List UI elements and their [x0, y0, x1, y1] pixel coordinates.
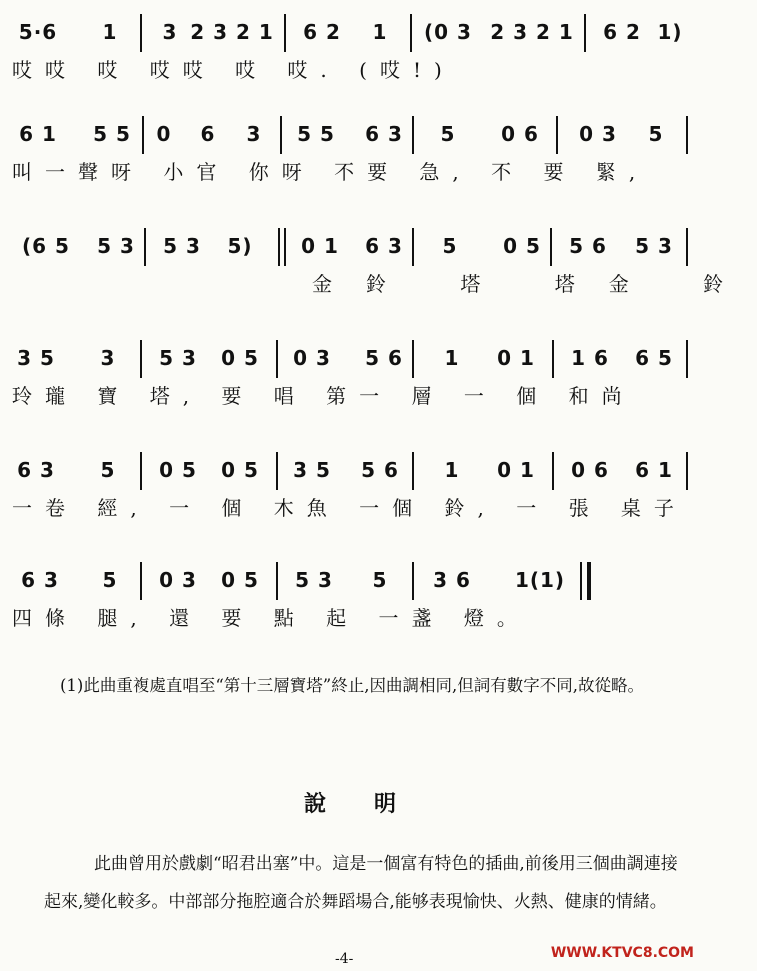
- bar-line: [412, 228, 414, 266]
- note-group: 0 5: [221, 568, 259, 592]
- lyrics-text: 叫一聲呀 小官 你呀 不要 急, 不 要 緊,: [12, 160, 649, 184]
- lyrics-line: [0, 54, 700, 84]
- lyrics-text: 一卷 經, 一 個 木魚 一個 鈴, 一 張 桌子: [12, 496, 687, 520]
- note-group: (6 5: [22, 234, 70, 258]
- bar-line: [144, 228, 146, 266]
- note-group: (0 3: [424, 20, 472, 44]
- bar-line: [276, 562, 278, 600]
- lyrics-text: 玲瓏 寶 塔, 要 唱 第一 層 一 個 和尚: [12, 384, 635, 408]
- bar-line: [140, 452, 142, 490]
- bar-line: [550, 228, 552, 266]
- bar-line: [584, 14, 586, 52]
- bar-line: [552, 340, 554, 378]
- note-group: 5 6: [365, 346, 403, 370]
- bar-line: [280, 116, 282, 154]
- bar-line: [556, 116, 558, 154]
- note-group: 5 3: [97, 234, 135, 258]
- bar-line: [140, 562, 142, 600]
- note-group: 1): [657, 20, 683, 44]
- note-group: 5: [372, 568, 388, 592]
- note-group: 3 5: [17, 346, 55, 370]
- note-group: 5: [100, 458, 116, 482]
- bar-line: [587, 562, 591, 600]
- lyrics-text: 四條 腿, 還 要 點 起 一盞 燈。: [12, 606, 530, 630]
- note-group: 3 5: [293, 458, 331, 482]
- note-group: 2 3 2 1: [490, 20, 574, 44]
- note-group: 6 1: [19, 122, 57, 146]
- note-group: 5 3: [635, 234, 673, 258]
- bar-line: [412, 452, 414, 490]
- note-group: 6 1: [635, 458, 673, 482]
- lyrics-line: [0, 380, 700, 410]
- note-group: 0 1: [497, 346, 535, 370]
- note-group: 5 3: [295, 568, 333, 592]
- notation-line: [0, 446, 700, 492]
- note-group: 0 3: [579, 122, 617, 146]
- bar-line: [276, 452, 278, 490]
- note-group: 0 3: [159, 568, 197, 592]
- bar-line: [412, 340, 414, 378]
- bar-line: [140, 340, 142, 378]
- bar-line: [278, 228, 280, 266]
- note-group: 3: [100, 346, 116, 370]
- note-group: 6 2: [603, 20, 641, 44]
- bar-line: [412, 562, 414, 600]
- note-group: 6 3: [17, 458, 55, 482]
- lyrics-line: [0, 156, 700, 186]
- note-group: 6 3: [365, 234, 403, 258]
- bar-line: [284, 228, 286, 266]
- note-group: 5 6: [569, 234, 607, 258]
- section-text: 此曲曾用於戲劇“昭君出塞”中。這是一個富有特色的插曲,前後用三個曲調連接起來,變化較多。中部部分拖腔適合於舞蹈場合,能够表現愉快、火熱、健康的情緒。: [44, 854, 678, 912]
- note-group: 0 5: [503, 234, 541, 258]
- notation-line: [0, 8, 700, 54]
- note-group: 1: [444, 458, 460, 482]
- note-group: 0 6: [571, 458, 609, 482]
- lyrics-line: [0, 268, 757, 298]
- note-group: 6 2: [303, 20, 341, 44]
- section-title: 說明: [303, 791, 444, 817]
- note-group: 0 3: [293, 346, 331, 370]
- note-group: 1 6: [571, 346, 609, 370]
- notation-line: [0, 556, 700, 602]
- bar-line: [686, 340, 688, 378]
- bar-line: [276, 340, 278, 378]
- note-group: 1: [102, 20, 118, 44]
- note-group: 5: [648, 122, 664, 146]
- note-group: 5 3: [159, 346, 197, 370]
- note-group: 0 5: [159, 458, 197, 482]
- bar-line: [686, 452, 688, 490]
- note-group: 3 6: [433, 568, 471, 592]
- note-group: 1: [372, 20, 388, 44]
- note-group: 0 1: [301, 234, 339, 258]
- note-group: 0 1: [497, 458, 535, 482]
- note-group: 2 3 2 1: [190, 20, 274, 44]
- note-group: 5: [440, 122, 456, 146]
- note-group: 0 5: [221, 458, 259, 482]
- note-group: 6: [200, 122, 216, 146]
- bar-line: [552, 452, 554, 490]
- note-group: 5: [442, 234, 458, 258]
- note-group: 5): [227, 234, 253, 258]
- bar-line: [142, 116, 144, 154]
- note-group: 5 6: [361, 458, 399, 482]
- bar-line: [140, 14, 142, 52]
- note-group: 1(1): [514, 568, 566, 592]
- footnote: (1)此曲重複處直唱至“第十三層寶塔”終止,因曲調相同,但詞有數字不同,故從略。: [60, 676, 644, 695]
- bar-line: [686, 116, 688, 154]
- notation-line: [0, 334, 700, 380]
- bar-line: [284, 14, 286, 52]
- note-group: 3: [246, 122, 262, 146]
- note-group: 5 5: [297, 122, 335, 146]
- bar-line: [410, 14, 412, 52]
- bar-line: [580, 562, 582, 600]
- note-group: 6 3: [21, 568, 59, 592]
- lyrics-text: 金鈴 塔 塔金 鈴: [312, 272, 757, 296]
- note-group: 5: [102, 568, 118, 592]
- note-group: 0: [156, 122, 172, 146]
- bar-line: [412, 116, 414, 154]
- notation-line: [0, 110, 700, 156]
- note-group: 0 6: [501, 122, 539, 146]
- note-group: 0 5: [221, 346, 259, 370]
- bar-line: [686, 228, 688, 266]
- note-group: 5 3: [163, 234, 201, 258]
- lyrics-line: [0, 602, 700, 632]
- note-group: 5 5: [93, 122, 131, 146]
- watermark: WWW.KTVC8.COM: [550, 945, 694, 961]
- lyrics-text: 哎哎 哎 哎哎 哎 哎. (哎!): [12, 58, 455, 82]
- notation-line: [0, 222, 700, 268]
- note-group: 5·6: [18, 20, 58, 44]
- note-group: 6 3: [365, 122, 403, 146]
- lyrics-line: [0, 492, 700, 522]
- note-group: 3: [162, 20, 178, 44]
- page-number: -4-: [335, 951, 354, 967]
- note-group: 6 5: [635, 346, 673, 370]
- note-group: 1: [444, 346, 460, 370]
